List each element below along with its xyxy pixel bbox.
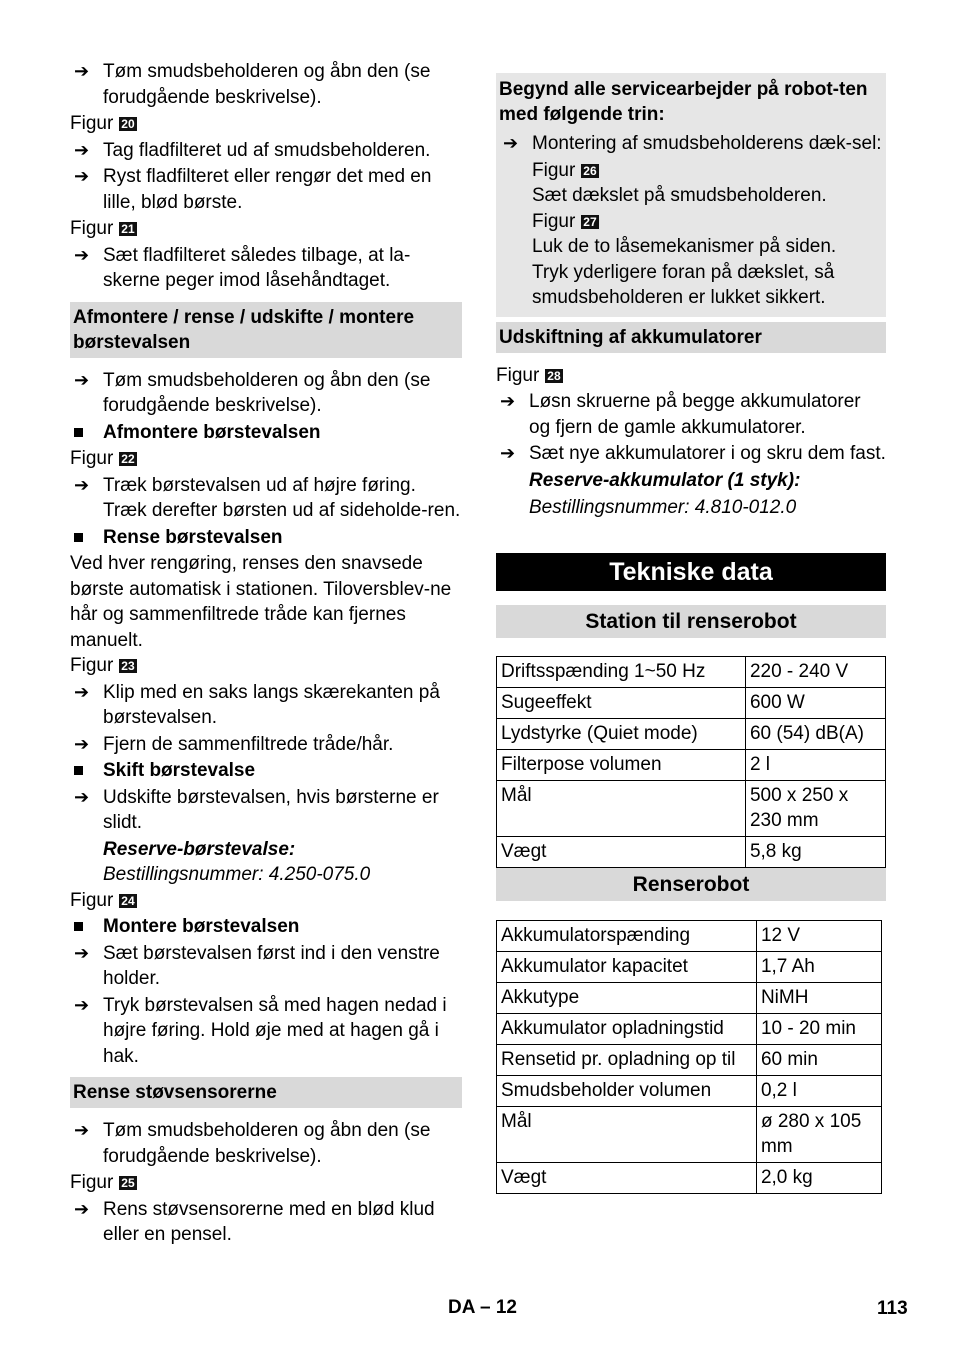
spec-value: 12 V — [756, 920, 881, 951]
order-number: Bestillingsnummer: 4.250-075.0 — [103, 864, 371, 885]
spec-row — [497, 1162, 882, 1193]
arrow-icon: ➔ — [74, 994, 90, 1015]
arrow-icon: ➔ — [74, 166, 90, 186]
arrow-icon: ➔ — [74, 1198, 90, 1219]
arrow-icon: ➔ — [500, 443, 516, 463]
spec-value: NiMH — [756, 982, 881, 1013]
arrow-icon: ➔ — [74, 369, 90, 390]
figure-number: 27 — [583, 214, 597, 229]
spec-row — [497, 1075, 882, 1106]
bullet-item — [70, 473, 462, 524]
arrow-icon: ➔ — [74, 474, 90, 495]
figure-number: 20 — [121, 117, 135, 131]
spec-label: Lydstyrke (Quiet mode) — [497, 718, 746, 749]
bullet-text: Ryst fladfilteret eller rengør det med en lille, blød børste. — [103, 166, 432, 213]
figure-number: 26 — [583, 163, 597, 178]
bullet-text: Rens støvsensorerne med en blød klud eller en pensel. — [103, 1198, 435, 1245]
spec-row — [497, 687, 886, 718]
subheading: Rense børstevalsen — [70, 525, 462, 551]
table-heading-robot: Renserobot — [496, 868, 886, 901]
table-heading-station: Station til renserobot — [496, 605, 886, 638]
bullet-item — [496, 441, 886, 467]
bullet-item — [70, 243, 462, 294]
bullet-text: Tøm smudsbeholderen og åbn den (se forudgående beskrivelse). — [103, 61, 431, 108]
section-heading: Udskiftning af akkumulatorer — [496, 322, 886, 353]
order-number: Bestillingsnummer: 4.810-012.0 — [529, 497, 797, 518]
spec-label: Smudsbeholder volumen — [497, 1075, 757, 1106]
arrow-icon: ➔ — [74, 786, 90, 807]
spec-label: Akkumulator opladningstid — [497, 1013, 757, 1044]
right-column — [496, 73, 886, 1194]
spec-row — [497, 656, 886, 687]
bullet-item — [70, 941, 462, 992]
step-text: Tryk yderligere foran på dækslet, så smudsbeholderen er lukket sikkert. — [532, 261, 835, 308]
figure-ref: Figur 26 — [532, 159, 597, 181]
square-bullet-icon — [74, 922, 83, 931]
bullet-item — [70, 993, 462, 1070]
bullet-text: Tøm smudsbeholderen og åbn den (se forudgående beskrivelse). — [103, 1120, 431, 1167]
bullet-text: Sæt børstevalsen først ind i den venstre holder. — [103, 942, 440, 989]
bullet-item — [70, 1118, 462, 1169]
arrow-icon: ➔ — [74, 681, 90, 702]
figure-number: 22 — [121, 452, 135, 466]
figure-ref: Figur 22 — [70, 448, 135, 469]
spec-row — [497, 836, 886, 867]
section-heading: Afmontere / rense / udskifte / montere børstevalsen — [70, 302, 462, 358]
spec-row — [497, 780, 886, 836]
paragraph: Ved hver rengøring, renses den snavsede børste automatisk i stationen. Tiloversblev-ne hår og sammenfiltrede tråde kan fjernes manuelt. — [70, 553, 452, 651]
figure-number: 25 — [121, 1176, 135, 1190]
figure-number: 28 — [547, 368, 561, 383]
bullet-item — [70, 368, 462, 419]
arrow-icon: ➔ — [74, 244, 90, 265]
service-box — [496, 73, 886, 317]
bullet-item — [70, 785, 462, 836]
spec-label: Rensetid pr. opladning op til — [497, 1044, 757, 1075]
square-bullet-icon — [74, 533, 83, 542]
spec-row — [497, 951, 882, 982]
spec-label: Akkutype — [497, 982, 757, 1013]
bullet-item — [70, 680, 462, 731]
spec-label: Mål — [497, 1106, 757, 1162]
spec-value: 2 l — [745, 749, 885, 780]
arrow-icon: ➔ — [74, 139, 90, 160]
spec-value: 60 (54) dB(A) — [745, 718, 885, 749]
spec-label: Akkumulator kapacitet — [497, 951, 757, 982]
spec-value: 500 x 250 x 230 mm — [745, 780, 885, 836]
robot-spec-table — [496, 920, 882, 1194]
bullet-text: Sæt nye akkumulatorer i og skru dem fast. — [529, 443, 886, 464]
spec-value: ø 280 x 105 mm — [756, 1106, 881, 1162]
figure-ref: Figur 21 — [70, 218, 135, 239]
figure-ref: Figur 27 — [532, 210, 597, 232]
bullet-text: Løsn skruerne på begge akkumulatorer og fjern de gamle akkumulatorer. — [529, 391, 861, 438]
spec-value: 1,7 Ah — [756, 951, 881, 982]
bullet-text: Tøm smudsbeholderen og åbn den (se forudgående beskrivelse). — [103, 369, 431, 416]
arrow-icon: ➔ — [74, 942, 90, 963]
figure-number: 23 — [121, 659, 135, 673]
bullet-text: Montering af smudsbeholderens dæk-sel: — [532, 133, 882, 154]
service-box-heading: Begynd alle servicearbejder på robot-ten med følgende trin: — [499, 79, 868, 125]
spec-label: Sugeeffekt — [497, 687, 746, 718]
arrow-icon: ➔ — [503, 133, 519, 153]
square-bullet-icon — [74, 766, 83, 775]
spec-label: Filterpose volumen — [497, 749, 746, 780]
subheading: Skift børstevalse — [70, 758, 462, 784]
bullet-item — [70, 138, 462, 164]
figure-ref: Figur 25 — [70, 1172, 135, 1193]
step-text: Luk de to låsemekanismer på siden. — [532, 236, 837, 257]
figure-ref: Figur 20 — [70, 113, 135, 134]
page-number: 113 — [877, 1298, 908, 1319]
station-spec-table — [496, 656, 886, 868]
spec-value: 220 - 240 V — [745, 656, 885, 687]
arrow-icon: ➔ — [74, 733, 90, 754]
spec-label: Akkumulatorspænding — [497, 920, 757, 951]
spec-value: 0,2 l — [756, 1075, 881, 1106]
figure-number: 24 — [121, 893, 135, 908]
spec-row — [497, 1013, 882, 1044]
spec-label: Vægt — [497, 1162, 757, 1193]
spec-row — [497, 718, 886, 749]
spec-row — [497, 1044, 882, 1075]
spec-value: 5,8 kg — [745, 836, 885, 867]
spare-part-label: Reserve-børstevalse: — [103, 838, 296, 860]
spec-row — [497, 982, 882, 1013]
spec-value: 2,0 kg — [756, 1162, 881, 1193]
spec-label: Driftsspænding 1~50 Hz — [497, 656, 746, 687]
bullet-item — [496, 389, 886, 440]
bullet-text: Træk børstevalsen ud af højre føring. Træk derefter børsten ud af sideholde-ren. — [103, 474, 461, 521]
bullet-text: Klip med en saks langs skærekanten på børstevalsen. — [103, 681, 440, 728]
figure-number: 21 — [121, 222, 135, 236]
bullet-item — [70, 732, 462, 758]
bullet-item — [70, 1197, 462, 1248]
spec-row — [497, 1106, 882, 1162]
bullet-text: Udskifte børstevalsen, hvis børsterne er slidt. — [103, 786, 439, 833]
step-text: Sæt dækslet på smudsbeholderen. — [532, 185, 827, 206]
spec-value: 600 W — [745, 687, 885, 718]
bullet-item — [499, 131, 883, 157]
bullet-item — [70, 164, 462, 215]
bullet-text: Tryk børstevalsen så med hagen nedad i højre føring. Hold øje med at hagen gå i hak. — [103, 994, 447, 1067]
figure-ref: Figur 28 — [496, 364, 561, 386]
arrow-icon: ➔ — [500, 391, 516, 411]
section-heading: Rense støvsensorerne — [70, 1077, 462, 1108]
spec-label: Vægt — [497, 836, 746, 867]
spec-row — [497, 749, 886, 780]
spec-label: Mål — [497, 780, 746, 836]
arrow-icon: ➔ — [74, 1120, 90, 1140]
left-column — [70, 58, 462, 1249]
bullet-text: Fjern de sammenfiltrede tråde/hår. — [103, 733, 394, 755]
bullet-text: Tag fladfilteret ud af smudsbeholderen. — [103, 139, 431, 161]
bullet-item — [70, 59, 462, 110]
spare-part-label: Reserve-akkumulator (1 styk): — [529, 469, 801, 491]
subheading: Montere børstevalsen — [70, 914, 462, 940]
spec-value: 60 min — [756, 1044, 881, 1075]
figure-ref: Figur 23 — [70, 655, 135, 676]
square-bullet-icon — [74, 428, 83, 437]
subheading: Afmontere børstevalsen — [70, 420, 462, 446]
arrow-icon: ➔ — [74, 61, 90, 81]
page-title: Tekniske data — [496, 553, 886, 591]
bullet-text: Sæt fladfilteret således tilbage, at la-skerne peger imod låsehåndtaget. — [103, 244, 411, 291]
spec-value: 10 - 20 min — [756, 1013, 881, 1044]
figure-ref: Figur 24 — [70, 889, 135, 911]
footer-section: DA – 12 — [448, 1297, 517, 1318]
spec-row — [497, 920, 882, 951]
